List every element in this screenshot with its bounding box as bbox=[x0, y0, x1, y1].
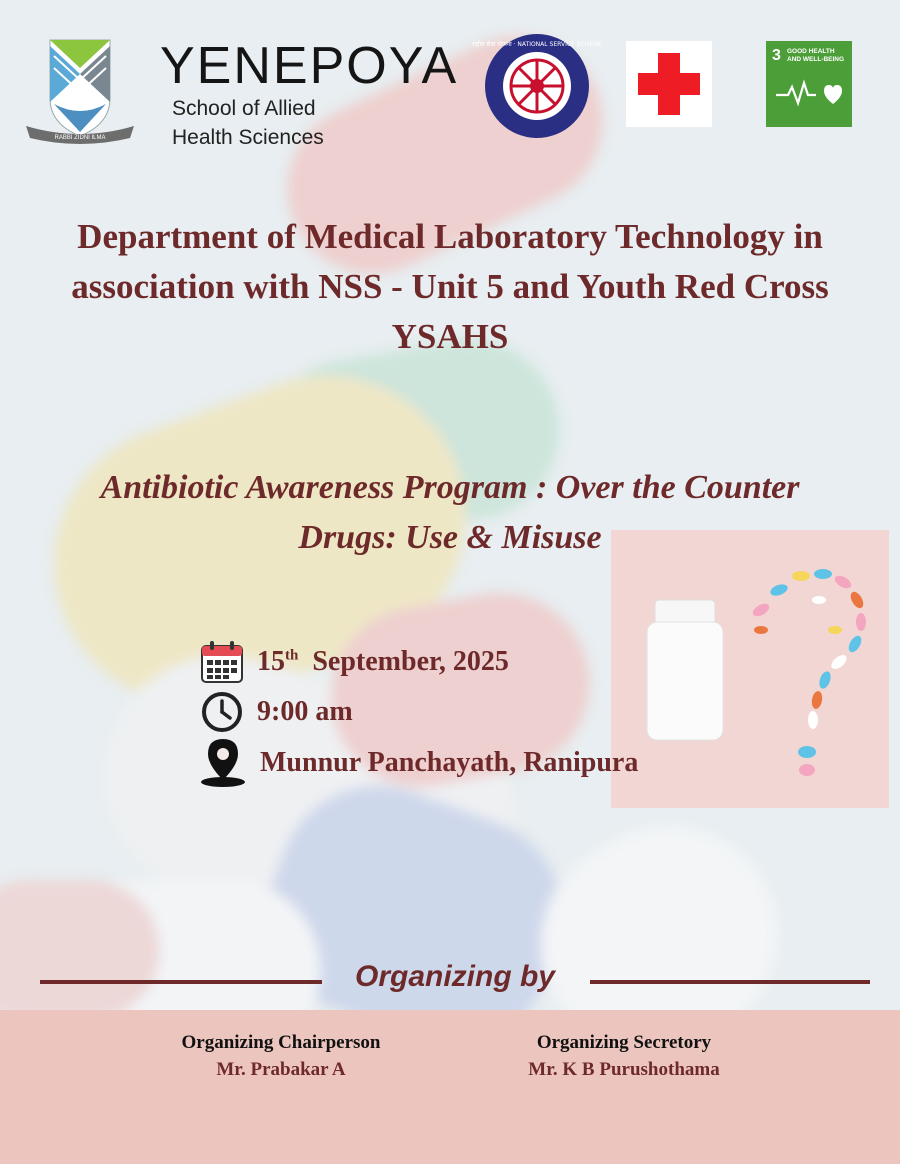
pills-question-photo bbox=[611, 530, 889, 808]
event-venue-row bbox=[198, 737, 638, 789]
date-day: 15 bbox=[257, 646, 285, 677]
red-cross-logo bbox=[626, 41, 712, 127]
sdg-title bbox=[787, 48, 847, 64]
event-time: 9:00 am bbox=[257, 696, 353, 727]
program-line2: Drugs: Use & Misuse bbox=[298, 519, 602, 556]
pill-bottle-question-image bbox=[611, 530, 889, 808]
event-date-row bbox=[200, 640, 509, 684]
sdg-title-line1: GOOD HEALTH bbox=[787, 48, 835, 55]
calendar-icon bbox=[200, 640, 244, 684]
clock-icon bbox=[200, 690, 244, 734]
brand-sub-line1: School of Allied bbox=[172, 97, 316, 120]
program-line1: Antibiotic Awareness Program : Over the Counter bbox=[100, 469, 800, 506]
brand-sub-line2: Health Sciences bbox=[172, 126, 324, 149]
department-heading bbox=[40, 212, 860, 362]
chairperson-name: Mr. Prabakar A bbox=[216, 1059, 346, 1080]
organizing-title: Organizing by bbox=[354, 960, 555, 993]
event-venue: Munnur Panchayath, Ranipura bbox=[260, 747, 639, 778]
chairperson-role: Organizing Chairperson bbox=[181, 1032, 381, 1053]
chairperson-block bbox=[131, 1030, 431, 1084]
date-suffix: th bbox=[285, 647, 299, 664]
heartbeat-icon bbox=[776, 79, 842, 109]
divider-left bbox=[40, 980, 322, 984]
event-date bbox=[257, 646, 509, 678]
yenepoya-brand bbox=[160, 37, 459, 150]
red-cross-icon bbox=[626, 41, 712, 127]
organizers-footer bbox=[0, 1010, 900, 1164]
secretary-role: Organizing Secretory bbox=[536, 1032, 712, 1053]
nss-caption: राष्ट्रीय सेवा योजना · NATIONAL SERVICE SCHEME bbox=[472, 41, 602, 48]
crest-motto: RABBI ZIDNI ILMA bbox=[54, 135, 106, 141]
secretary-block bbox=[474, 1030, 774, 1084]
heading-line1: Department of Medical Laboratory Technology in bbox=[77, 217, 823, 256]
date-rest: September, 2025 bbox=[312, 646, 509, 677]
sdg-number: 3 bbox=[772, 47, 781, 64]
yenepoya-crest-logo bbox=[24, 38, 136, 150]
sdg-title-line2: AND WELL-BEING bbox=[787, 56, 845, 63]
nss-logo bbox=[472, 32, 602, 140]
brand-name: YENEPOYA bbox=[160, 37, 459, 95]
event-time-row bbox=[200, 690, 353, 734]
heading-line3: YSAHS bbox=[391, 317, 509, 356]
location-pin-icon bbox=[198, 737, 248, 789]
heading-line2: association with NSS - Unit 5 and Youth Red Cross bbox=[71, 267, 829, 306]
sdg3-logo bbox=[766, 41, 852, 127]
divider-right bbox=[590, 980, 870, 984]
secretary-name: Mr. K B Purushothama bbox=[528, 1059, 720, 1080]
